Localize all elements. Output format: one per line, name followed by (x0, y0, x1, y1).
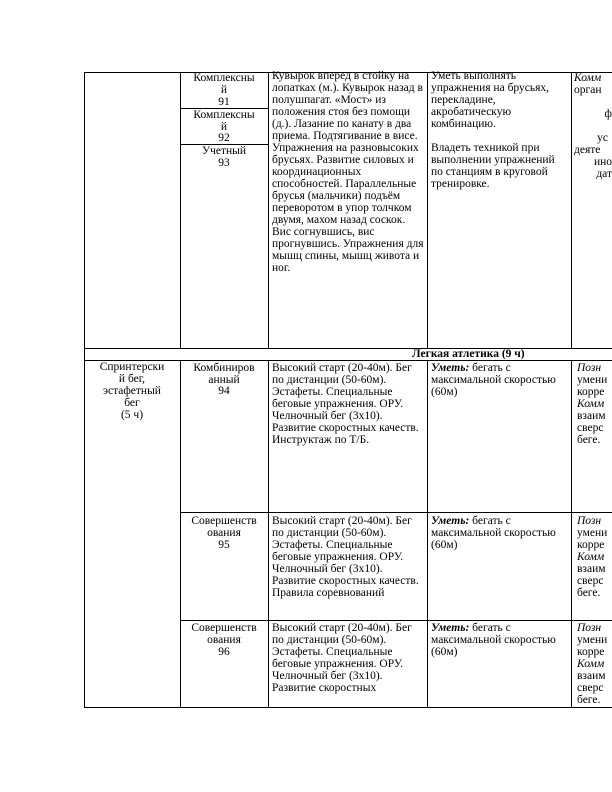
uud-line: беге. (577, 587, 601, 599)
skills-label: Уметь: (431, 362, 470, 374)
skills-text: бегать с максимальной скоростью (60м) (431, 515, 556, 551)
uud-cell-96-clipped (577, 622, 612, 707)
lesson-type-93: Учетный (201, 145, 247, 157)
row-divider (180, 620, 612, 621)
uud-line: сверс (577, 575, 604, 587)
uud-line (574, 96, 612, 108)
uud-line: взаим (577, 410, 606, 422)
lesson-type-94: Комбиниров анный (193, 362, 255, 386)
lesson-type-92: Комплексны й (193, 109, 255, 133)
uud-line: корре (577, 646, 605, 658)
content-cell-94: Высокий старт (20-40м). Бег по дистанции (50-60м). Эстафеты. Специальные беговые упражнения. ОРУ. Челночный бег (3х10). Развитие скоростных качеств. Инструктаж по Т/Б. (272, 362, 419, 446)
uud-line: беге. (577, 694, 601, 706)
uud-cell-95-clipped (577, 515, 612, 620)
skills-cell-96 (431, 622, 569, 662)
uud-line: корре (577, 539, 605, 551)
uud-line: дат (596, 168, 612, 180)
uud-line: сверс (577, 682, 604, 694)
table-bottom-border (84, 707, 612, 708)
col-divider (427, 72, 428, 349)
lesson-number-96: 96 (218, 646, 230, 658)
uud-line: взаим (577, 563, 606, 575)
content-cell-91-93: Кувырок вперед в стойку на лопатках (м.). Кувырок назад в полушпагат. «Мост» из положения стоя без помощи (д.). Лазание по канату в два приема. Подтягивание в висе. Упражнения на разновысоких брусьях. Развитие силовых и координационных способностей. Параллельные брусья (мальчики) подъём переворотом в упор толчком двумя, махом назад соскок. Вис согнувшись, вис прогнувшись. Упражнения для мышц спины, мышц живота и ног. (272, 70, 424, 274)
uud-line: сверс (577, 422, 604, 434)
uud-line: ф (604, 108, 612, 120)
col-divider (268, 360, 269, 708)
uud-cell-clipped (574, 72, 612, 348)
skills-cell-95 (431, 515, 569, 555)
uud-line: умени (577, 634, 608, 646)
col-divider (571, 72, 572, 349)
uud-line: Комм (577, 551, 605, 563)
content-cell-96: Высокий старт (20-40м). Бег по дистанции (50-60м). Эстафеты. Специальные беговые упражнения. ОРУ. Челночный бег (3х10). Развитие скоростных (272, 622, 412, 694)
uud-line: корре (577, 386, 605, 398)
uud-line: деяте (574, 144, 601, 156)
content-cell-95: Высокий старт (20-40м). Бег по дистанции (50-60м). Эстафеты. Специальные беговые упражнения. ОРУ. Челночный бег (3х10). Развитие скоростных качеств. Правила соревнований (272, 515, 419, 599)
uud-line (574, 120, 612, 132)
row-divider (180, 512, 612, 513)
lesson-number-94: 94 (218, 385, 230, 397)
uud-line: умени (577, 374, 608, 386)
lesson-number-91: 91 (218, 96, 230, 108)
lesson-type-95: Совершенств ования (191, 515, 257, 539)
skills-label: Уметь: (431, 622, 470, 634)
uud-line: Позн (577, 362, 602, 374)
uud-line: умени (577, 527, 608, 539)
uud-line: беге. (577, 434, 601, 446)
skills-text: бегать с максимальной скоростью (60м) (431, 622, 556, 658)
uud-line: Комм (577, 398, 605, 410)
skills-cell-94 (431, 362, 569, 402)
uud-line: орган (574, 84, 602, 96)
col-divider (427, 360, 428, 708)
uud-line: Позн (577, 515, 602, 527)
uud-line: ус (597, 132, 608, 144)
uud-line: ино (593, 156, 612, 168)
uud-line: Позн (577, 622, 602, 634)
lesson-number-93: 93 (218, 157, 230, 169)
col-divider (571, 360, 572, 708)
skills-text: бегать с максимальной скоростью (60м) (431, 362, 556, 398)
uud-lead: Комм (574, 72, 602, 84)
skills-label: Уметь: (431, 515, 470, 527)
lesson-number-95: 95 (218, 539, 230, 551)
lesson-type-96: Совершенств ования (191, 622, 257, 646)
uud-cell-94-clipped (577, 362, 612, 512)
topic-cell: Спринтерски й бег, эстафетный бег (5 ч) (99, 361, 165, 421)
skills-cell-91-93: Уметь выполнять упражнения на брусьях, перекладине, акробатическую комбинацию. Владеть техникой при выполнении упражнений по станциям в круговой тренировке. (431, 70, 555, 190)
lesson-type-91: Комплексны й (193, 72, 255, 96)
section-title: Легкая атлетика (9 ч) (412, 348, 525, 360)
uud-line: взаим (577, 670, 606, 682)
col-divider (268, 72, 269, 349)
lesson-number-92: 92 (218, 132, 230, 144)
uud-line: Комм (577, 658, 605, 670)
